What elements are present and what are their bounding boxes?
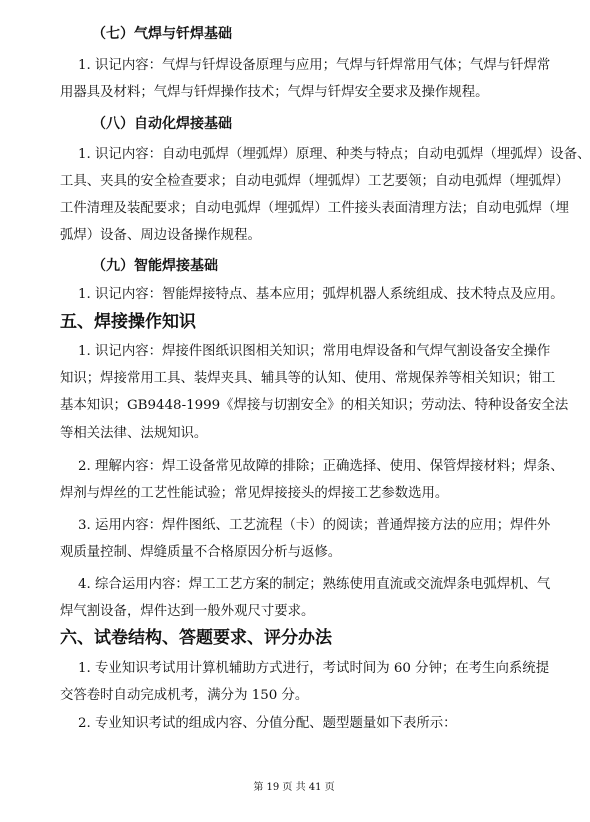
paragraph-line: 1. 识记内容：气焊与钎焊设备原理与应用；气焊与钎焊常用气体；气焊与钎焊常: [78, 58, 551, 73]
paragraph-line: 用器具及材料；气焊与钎焊操作技术；气焊与钎焊安全要求及操作规程。: [60, 85, 489, 100]
section-9-heading: （九）智能焊接基础: [92, 258, 218, 274]
paragraph-line: 4. 综合运用内容：焊工工艺方案的制定；熟练使用直流或交流焊条电弧焊机、气: [78, 577, 551, 592]
paragraph-line: 基本知识；GB9448-1999《焊接与切割安全》的相关知识；劳动法、特种设备安全法: [60, 398, 569, 413]
section-7-heading: （七）气焊与钎焊基础: [92, 26, 232, 42]
paragraph-line: 焊剂与焊丝的工艺性能试验；常见焊接接头的焊接工艺参数选用。: [60, 486, 449, 501]
part-5-heading: 五、焊接操作知识: [60, 312, 196, 332]
paragraph-line: 等相关法律、法规知识。: [60, 426, 208, 441]
part-6-heading: 六、试卷结构、答题要求、评分办法: [60, 628, 332, 648]
paragraph-line: 1. 识记内容：智能焊接特点、基本应用；弧焊机器人系统组成、技术特点及应用。: [78, 287, 564, 302]
section-8-heading: （八）自动化焊接基础: [92, 116, 232, 132]
page-number-footer: 第 19 页 共 41 页: [253, 782, 335, 793]
paragraph-line: 工具、夹具的安全检查要求；自动电弧焊（埋弧焊）工艺要领；自动电弧焊（埋弧焊）: [60, 174, 569, 189]
paragraph-line: 交答卷时自动完成机考，满分为 150 分。: [60, 688, 309, 703]
paragraph-line: 1. 识记内容：焊接件图纸识图相关知识；常用电焊设备和气焊气割设备安全操作: [78, 344, 551, 359]
paragraph-line: 1. 识记内容：自动电弧焊（埋弧焊）原理、种类与特点；自动电弧焊（埋弧焊）设备、: [78, 147, 590, 162]
paragraph-line: 知识；焊接常用工具、装焊夹具、辅具等的认知、使用、常规保养等相关知识；钳工: [60, 371, 556, 386]
paragraph-line: 工件清理及装配要求；自动电弧焊（埋弧焊）工件接头表面清理方法；自动电弧焊（埋: [60, 201, 569, 216]
paragraph-line: 2. 理解内容：焊工设备常见故障的排除；正确选择、使用、保管焊接材料；焊条、: [78, 459, 564, 474]
paragraph-line: 焊气割设备，焊件达到一般外观尺寸要求。: [60, 604, 315, 619]
paragraph-line: 观质量控制、焊缝质量不合格原因分析与返修。: [60, 545, 342, 560]
paragraph-line: 2. 专业知识考试的组成内容、分值分配、题型题量如下表所示：: [78, 716, 457, 731]
paragraph-line: 3. 运用内容：焊件图纸、工艺流程（卡）的阅读；普通焊接方法的应用；焊件外: [78, 518, 551, 533]
paragraph-line: 弧焊）设备、周边设备操作规程。: [60, 228, 261, 243]
paragraph-line: 1. 专业知识考试用计算机辅助方式进行，考试时间为 60 分钟；在考生向系统提: [78, 661, 550, 676]
